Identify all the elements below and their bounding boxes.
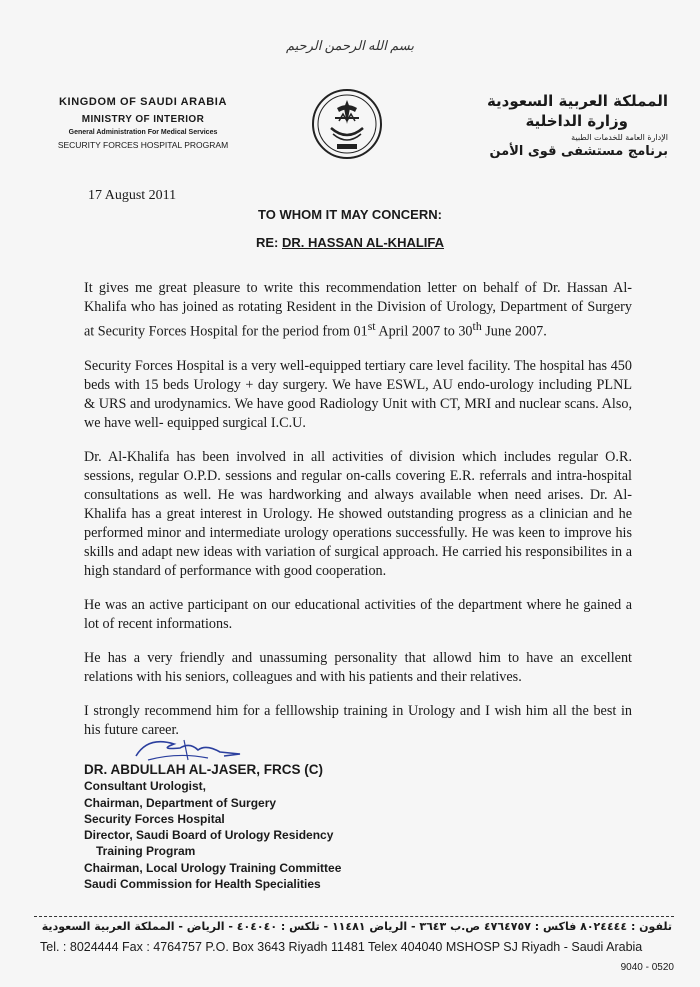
administration-title: General Administration For Medical Services	[68, 129, 218, 136]
program-title: SECURITY FORCES HOSPITAL PROGRAM	[57, 140, 229, 150]
paragraph-1	[84, 279, 632, 342]
paragraph-5: He has a very friendly and unassuming personality that allowd him to have an excellent relations with his seniors, colleagues and with his patients and their relatives.	[84, 649, 632, 685]
paragraph-1-text-b: April 2007 to 30	[375, 323, 473, 340]
signatory-name: DR. ABDULLAH AL-JASER, FRCS (C)	[84, 762, 323, 777]
administration-title-arabic: الإدارة العامة للخدمات الطبية	[571, 133, 668, 142]
footer-contact-arabic: تلفون : ٨٠٢٤٤٤٤ فاكس : ٤٧٦٤٧٥٧ ص.ب ٣٦٤٣ - الرياض ١١٤٨١ - تلكس : ٤٠٤٠٤٠ - الرياض - المملكة العربية السعودية	[41, 920, 672, 933]
signatory-title: Training Program	[96, 844, 196, 859]
signature-block	[84, 762, 341, 892]
letter-body	[84, 279, 632, 755]
ordinal-suffix: th	[472, 319, 482, 333]
paragraph-6: I strongly recommend him for a felllowship training in Urology and I wish him all the best in his future career.	[84, 702, 632, 738]
letter-date: 17 August 2011	[88, 188, 177, 203]
program-title-arabic: برنامج مستشفى قوى الأمن	[489, 144, 668, 159]
subject-line	[0, 235, 700, 250]
paragraph-2: Security Forces Hospital is a very well-equipped tertiary care level facility. The hospital has 450 beds with 15 beds Urology + day surgery. We have ESWL, AU endo-urology including PLNL & URS and urodynamics. We have good Radiology Unit with CT, MRI and nuclear scans. Also, we have well- equipped surgical I.C.U.	[84, 357, 632, 431]
kingdom-title-arabic: المملكة العربية السعودية	[486, 92, 668, 110]
ministry-title: MINISTRY OF INTERIOR	[81, 114, 205, 125]
signatory-title: Saudi Commission for Health Specialities	[84, 877, 321, 892]
salutation: TO WHOM IT MAY CONCERN:	[258, 207, 442, 222]
signatory-title: Security Forces Hospital	[84, 811, 225, 826]
signatory-title: Director, Saudi Board of Urology Residency	[84, 828, 334, 843]
basmala: بسم الله الرحمن الرحيم	[285, 38, 414, 53]
security-forces-emblem-icon	[311, 88, 383, 160]
ordinal-suffix: st	[367, 319, 376, 333]
paragraph-3: Dr. Al-Khalifa has been involved in all activities of division which includes regular O.R. sessions, regular O.P.D. sessions and regular on-calls covering E.R. referrals and intra-hospital consultations as well. He was hardworking and always available when need arises. Dr. Al-Khalifa has a great interest in Urology. He showed outstanding progress as a clinician and he performed minor and intermediate urology operations successfully. He was keen to improve his skills and adapt new ideas with variation of surgical approach. He carried his responsibilites in a high standard of performance with good cooperation.	[84, 448, 632, 579]
footer-divider	[34, 916, 674, 917]
paragraph-1-text-a: It gives me great pleasure to write this recommendation letter on behalf of Dr. Hassan Al-Khalifa who has joined as rotating Resident in the Division of Urology, Department of Surgery at Security Forces Hospital for the period from 01	[84, 280, 632, 340]
footer-contact-english: Tel. : 8024444 Fax : 4764757 P.O. Box 3643 Riyadh 11481 Telex 404040 MSHOSP SJ Riyadh - Saudi Arabia	[40, 940, 643, 954]
signatory-title: Consultant Urologist,	[84, 779, 206, 794]
kingdom-title: KINGDOM OF SAUDI ARABIA	[59, 96, 227, 108]
document-reference: 9040 - 0520	[620, 962, 674, 973]
subject-label: RE:	[255, 235, 279, 250]
paragraph-4: He was an active participant on our educational activities of the department where he gained a lot of recent informations.	[84, 596, 632, 632]
ministry-title-arabic: وزارة الداخلية	[525, 112, 628, 130]
subject-name: DR. HASSAN AL-KHALIFA	[282, 235, 445, 250]
letterhead-left	[34, 96, 252, 150]
signatory-title: Chairman, Local Urology Training Committee	[84, 860, 342, 875]
signatory-title: Chairman, Department of Surgery	[84, 795, 277, 810]
paragraph-1-text-c: June 2007.	[481, 323, 547, 340]
letterhead-right	[440, 92, 668, 159]
